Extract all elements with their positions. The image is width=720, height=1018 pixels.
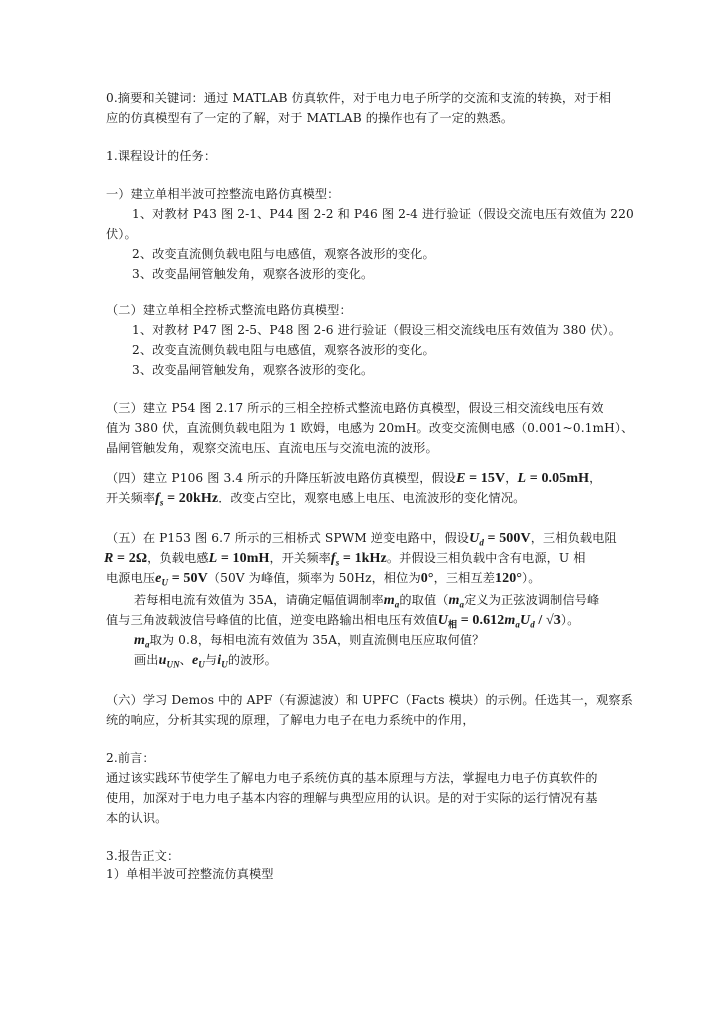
task5-text-1a: （五）在 P153 图 6.7 所示的三相桥式 SPWM 逆变电路中，假设 xyxy=(106,531,470,545)
phase-zero: 0° xyxy=(420,571,434,586)
abstract-line-2: 应的仿真模型有了一定的了解，对于 MATLAB 的操作也有了一定的熟悉。 xyxy=(106,111,514,125)
preface-line1: 通过该实践环节使学生了解电力电子系统仿真的基本原理与方法，掌握电力电子仿真软件的 xyxy=(106,771,598,785)
task6-line2: 统的响应，分析其实现的原理，了解电力电子在电力系统中的作用， xyxy=(106,713,475,727)
var-L: L xyxy=(517,471,527,486)
var-uUN-sub: UN xyxy=(166,659,180,670)
preface-line3: 本的认识。 xyxy=(106,811,168,825)
task5-text-6a: 取为 0.8，每相电流有效值为 35A，则直流侧电压应取何值？ xyxy=(149,633,485,647)
task4-sep: ， xyxy=(505,471,518,485)
var-Ud-b: U xyxy=(519,613,531,628)
report-heading: 3.报告正文： xyxy=(106,849,180,863)
var-Ud: U xyxy=(469,531,480,546)
task5-text-7d: 的波形。 xyxy=(227,653,277,667)
task3-line3: 晶闸管触发角，观察交流电压、直流电压与交流电流的波形。 xyxy=(106,441,438,455)
task5-text-4a: 若每相电流有效值为 35A，请确定幅值调制率 xyxy=(134,593,384,607)
task4-line2 xyxy=(106,490,525,510)
eq-Ud: = 500V xyxy=(483,531,531,546)
task5-text-2b: ，开关频率 xyxy=(269,551,331,565)
var-iU-sub: U xyxy=(221,659,228,670)
task5-line5 xyxy=(106,612,579,633)
task1-item1-line1: 1、对教材 P43 图 2-1、P44 图 2-2 和 P46 图 2-4 进行验证（假设交流电压有效值为 220 xyxy=(132,207,634,221)
eq-L: = 0.05mH xyxy=(526,471,590,486)
eq-f2: = 1kHz xyxy=(339,551,387,566)
task4-text-a: （四）建立 P106 图 3.4 所示的升降压斩波电路仿真模型，假设 xyxy=(106,471,457,485)
var-ma-c: m xyxy=(504,613,516,628)
task3-line2: 值为 380 伏，直流侧负载电阻为 1 欧姆，电感为 20mH。改变交流侧电感（0.001~0.1mH）、 xyxy=(106,421,634,435)
var-ma-d: m xyxy=(134,633,145,648)
var-E: E xyxy=(456,471,466,486)
var-f2: f xyxy=(330,551,336,566)
task5-line6 xyxy=(134,632,484,652)
task5-line4 xyxy=(134,592,599,612)
task5-line7 xyxy=(134,652,277,672)
task5-text-2a: ，负载电感 xyxy=(147,551,209,565)
tasks-heading: 1.课程设计的任务： xyxy=(106,149,217,163)
var-f-sub: s xyxy=(159,497,164,508)
var-ma-b: m xyxy=(448,593,460,608)
task5-text-4c: 定义为正弦波调制信号峰 xyxy=(464,593,600,607)
eq-Uxiang-b: / √3 xyxy=(534,613,561,628)
var-Ud-b-sub: d xyxy=(530,619,535,630)
abstract-line-1: 0.摘要和关键词：通过 MATLAB 仿真软件，对于电力电子所学的交流和支流的转换，对于相 xyxy=(106,91,612,105)
task5-text-5a: 值与三角波载波信号峰值的比值，逆变电路输出相电压有效值 xyxy=(106,613,438,627)
var-f2-sub: s xyxy=(335,557,340,568)
var-uUN: u xyxy=(158,653,167,668)
task4-line1 xyxy=(106,470,601,487)
eq-f: = 20kHz xyxy=(163,491,219,506)
task5-text-5b: ）。 xyxy=(560,613,580,627)
var-ma-c-sub: a xyxy=(515,619,520,630)
var-ma: m xyxy=(383,593,395,608)
var-iU: i xyxy=(217,653,222,668)
task5-text-3a: 电源电压 xyxy=(106,571,156,585)
task1-item3: 3、改变晶闸管触发角，观察各波形的变化。 xyxy=(132,267,374,281)
task5-text-7b: 、 xyxy=(179,653,192,667)
var-eU-sub: U xyxy=(161,577,169,588)
preface-heading: 2.前言： xyxy=(106,751,155,765)
task5-text-2c: 。并假设三相负载中含有电源，U 相 xyxy=(386,551,586,565)
task5-line2 xyxy=(104,550,586,570)
task2-item2: 2、改变直流侧负载电阻与电感值，观察各波形的变化。 xyxy=(132,343,435,357)
task4-text-b: 开关频率 xyxy=(106,491,156,505)
task2-title: （二）建立单相全控桥式整流电路仿真模型： xyxy=(106,303,352,317)
report-line1: 1）单相半波可控整流仿真模型 xyxy=(106,867,274,881)
task2-item1: 1、对教材 P47 图 2-5、P48 图 2-6 进行验证（假设三相交流线电压有效值为 380 伏）。 xyxy=(132,323,622,337)
task6-line1: （六）学习 Demos 中的 APF（有源滤波）和 UPFC（Facts 模块）的示例。任选其一，观察系 xyxy=(106,693,633,707)
task4-text-c: ．改变占空比，观察电感上电压、电流波形的变化情况。 xyxy=(218,491,526,505)
var-Uxiang-sub: 相 xyxy=(447,620,458,631)
var-ma-d-sub: a xyxy=(145,639,150,650)
var-f: f xyxy=(155,491,160,506)
eq-eU: = 50V xyxy=(168,571,208,586)
task5-line3 xyxy=(106,570,541,590)
var-Uxiang: U xyxy=(437,613,448,628)
task5-text-4b: 的取值（ xyxy=(399,593,449,607)
var-R: R xyxy=(104,551,114,566)
task1-item2: 2、改变直流侧负载电阻与电感值，观察各波形的变化。 xyxy=(132,247,435,261)
phase-120: 120° xyxy=(495,571,523,586)
task1-title: 一）建立单相半波可控整流电路仿真模型： xyxy=(106,187,340,201)
var-L2: L xyxy=(208,551,218,566)
eq-Uxiang-a: = 0.612 xyxy=(457,613,505,628)
var-eU-b-sub: U xyxy=(198,659,205,670)
eq-R: = 2Ω xyxy=(113,551,148,566)
var-ma-b-sub: a xyxy=(459,599,465,610)
task5-text-7c: 与 xyxy=(204,653,218,667)
var-ma-sub: a xyxy=(394,599,400,610)
var-Ud-sub: d xyxy=(479,537,484,548)
preface-line2: 使用，加深对于电力电子基本内容的理解与典型应用的认识。是的对于实际的运行情况有基 xyxy=(106,791,598,805)
task5-line1 xyxy=(106,530,617,550)
task5-text-3d: ）。 xyxy=(522,571,541,585)
var-eU-b: e xyxy=(191,653,199,668)
task5-text-3c: ，三相互差 xyxy=(433,571,496,585)
task4-end: ， xyxy=(589,471,602,485)
task3-line1: （三）建立 P54 图 2.17 所示的三相全控桥式整流电路仿真模型，假设三相交流线电压有效 xyxy=(106,401,604,415)
task5-text-3b: （50V 为峰值，频率为 50Hz，相位为 xyxy=(207,571,421,585)
task5-text-1b: ，三相负载电阻 xyxy=(530,531,617,545)
task5-text-7a: 画出 xyxy=(134,653,159,667)
task2-item3: 3、改变晶闸管触发角，观察各波形的变化。 xyxy=(132,363,374,377)
task1-item1-line2: 伏）。 xyxy=(106,227,137,241)
eq-E: = 15V xyxy=(465,471,506,486)
eq-L2: = 10mH xyxy=(217,551,270,566)
var-eU: e xyxy=(155,571,162,586)
